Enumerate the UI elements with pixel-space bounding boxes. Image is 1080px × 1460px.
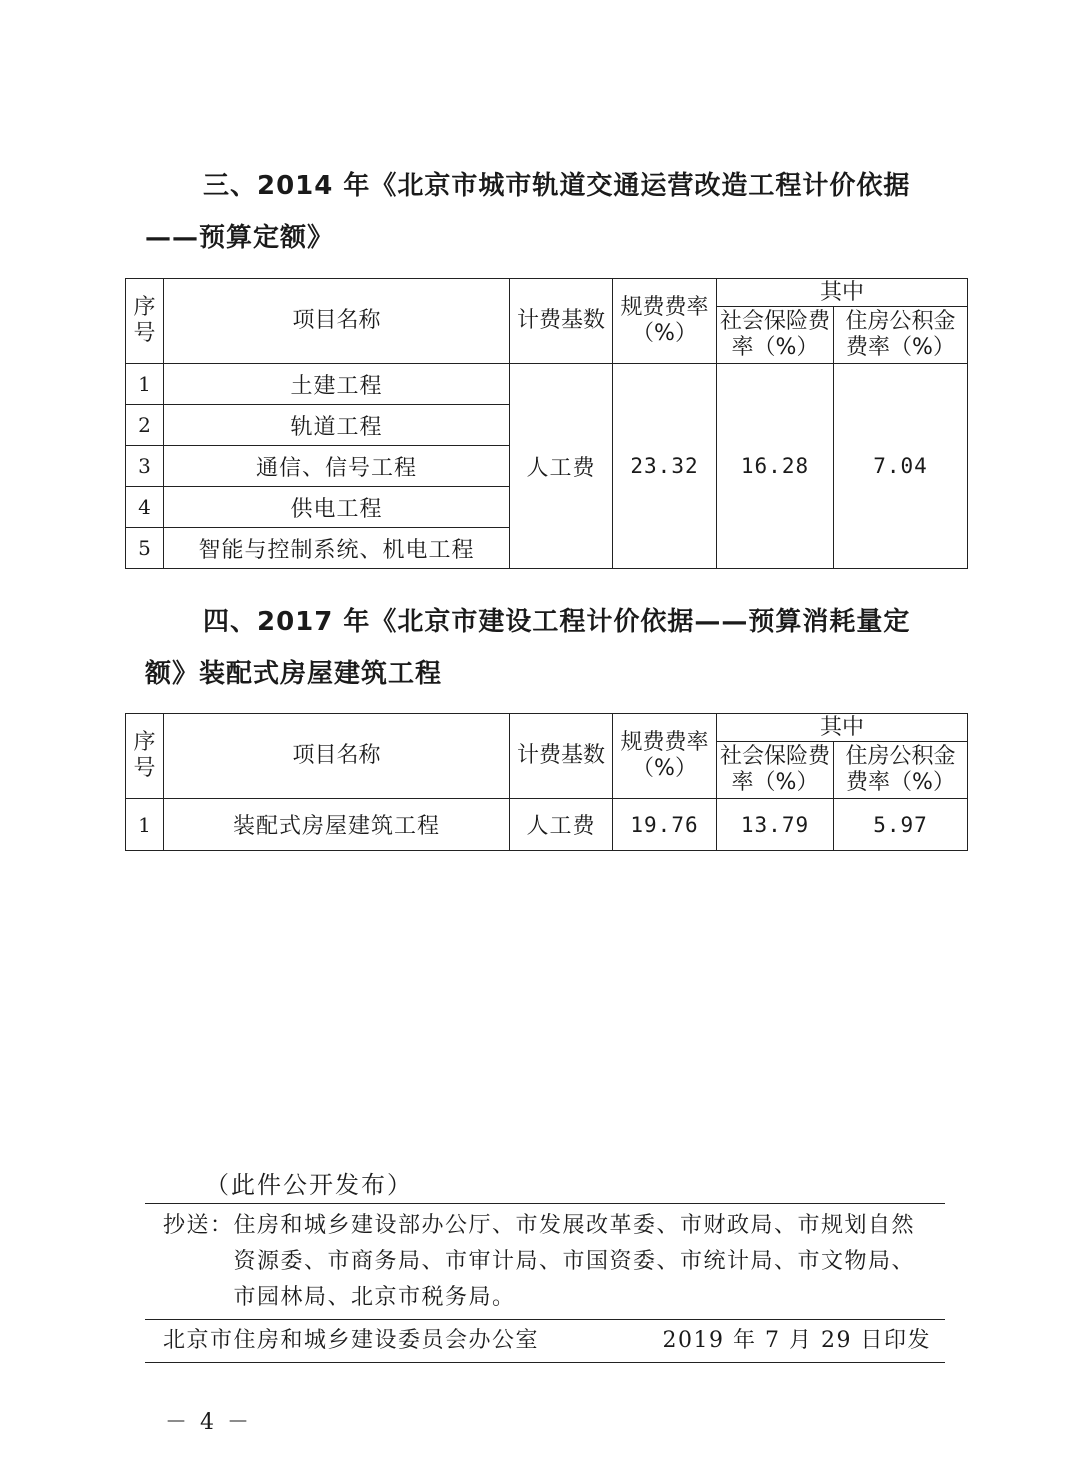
- header-base: 计费基数: [510, 279, 613, 364]
- header-name: 项目名称: [164, 279, 510, 364]
- cc-block: [163, 1208, 933, 1316]
- row-seq: 4: [126, 487, 164, 528]
- section3-table: [125, 278, 968, 569]
- row-seq: 2: [126, 405, 164, 446]
- divider: [145, 1362, 945, 1363]
- issuer: 北京市住房和城乡建设委员会办公室: [163, 1328, 540, 1353]
- row-name: 供电工程: [164, 487, 510, 528]
- page-number: － 4 －: [165, 1410, 252, 1435]
- row-name: 智能与控制系统、机电工程: [164, 528, 510, 569]
- header-social: 社会保险费率（%）: [717, 742, 834, 799]
- row-name: 通信、信号工程: [164, 446, 510, 487]
- merged-housing: 7.04: [834, 364, 968, 569]
- row-base: 人工费: [510, 799, 613, 851]
- divider: [145, 1319, 945, 1320]
- header-housing: 住房公积金费率（%）: [834, 307, 968, 364]
- header-seq: 序号: [126, 279, 164, 364]
- row-rate: 19.76: [613, 799, 717, 851]
- section4-table: [125, 713, 968, 851]
- row-name: 轨道工程: [164, 405, 510, 446]
- row-social: 13.79: [717, 799, 834, 851]
- row-seq: 1: [126, 364, 164, 405]
- row-seq: 3: [126, 446, 164, 487]
- header-base: 计费基数: [510, 714, 613, 799]
- merged-social: 16.28: [717, 364, 834, 569]
- row-name: 装配式房屋建筑工程: [164, 799, 510, 851]
- header-seq: 序号: [126, 714, 164, 799]
- section3-heading-line2: ——预算定额》: [145, 223, 335, 253]
- table-row: [126, 799, 968, 851]
- row-seq: 1: [126, 799, 164, 851]
- issuer-row: [163, 1322, 931, 1360]
- header-name: 项目名称: [164, 714, 510, 799]
- table-row: [126, 364, 968, 405]
- merged-rate: 23.32: [613, 364, 717, 569]
- section3-heading-line1: 三、2014 年《北京市城市轨道交通运营改造工程计价依据: [203, 171, 911, 201]
- merged-base: 人工费: [510, 364, 613, 569]
- row-seq: 5: [126, 528, 164, 569]
- header-of-which: 其中: [717, 279, 968, 307]
- header-social: 社会保险费率（%）: [717, 307, 834, 364]
- header-rate: 规费费率（%）: [613, 714, 717, 799]
- issue-date: 2019 年 7 月 29 日印发: [662, 1328, 931, 1353]
- section4-heading: [145, 596, 945, 700]
- header-rate: 规费费率（%）: [613, 279, 717, 364]
- header-housing: 住房公积金费率（%）: [834, 742, 968, 799]
- cc-recipients: 住房和城乡建设部办公厅、市发展改革委、市财政局、市规划自然资源委、市商务局、市审计局、市国资委、市统计局、市文物局、市园林局、北京市税务局。: [233, 1213, 916, 1310]
- cc-label: 抄送：: [163, 1213, 234, 1238]
- row-housing: 5.97: [834, 799, 968, 851]
- section3-heading: [145, 160, 945, 264]
- section4-heading-line2: 额》装配式房屋建筑工程: [145, 659, 443, 689]
- divider: [145, 1203, 945, 1204]
- row-name: 土建工程: [164, 364, 510, 405]
- section4-heading-line1: 四、2017 年《北京市建设工程计价依据——预算消耗量定: [203, 607, 911, 637]
- header-of-which: 其中: [717, 714, 968, 742]
- public-release-note: （此件公开发布）: [205, 1171, 413, 1199]
